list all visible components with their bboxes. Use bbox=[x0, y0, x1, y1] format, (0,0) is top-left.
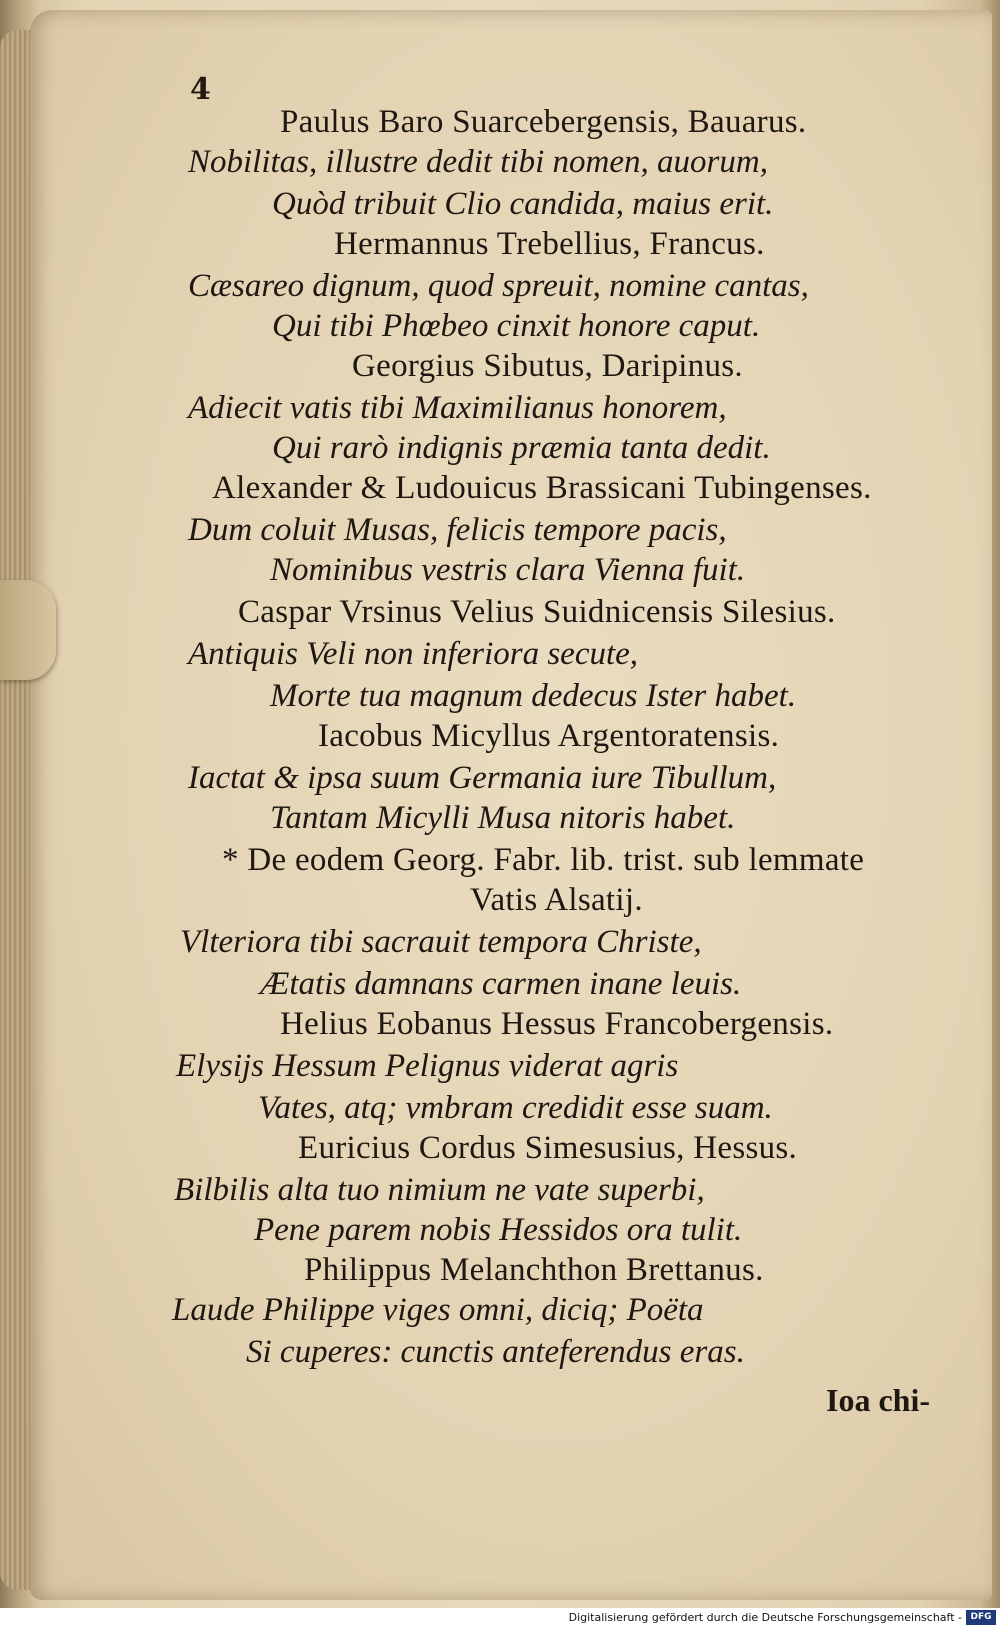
text-line: Caspar Vrsinus Velius Suidnicensis Silesius. bbox=[238, 594, 836, 630]
dfg-logo: DFG bbox=[966, 1610, 996, 1625]
text-line: Nominibus vestris clara Vienna fuit. bbox=[270, 552, 746, 588]
text-line: Antiquis Veli non inferiora secute, bbox=[188, 636, 639, 672]
text-line: Elysijs Hessum Pelignus viderat agris bbox=[176, 1048, 679, 1084]
text-line: Helius Eobanus Hessus Francobergensis. bbox=[280, 1006, 834, 1042]
text-line: Adiecit vatis tibi Maximilianus honorem, bbox=[188, 390, 727, 426]
text-line: Ætatis damnans carmen inane leuis. bbox=[260, 966, 742, 1002]
text-line: Georgius Sibutus, Daripinus. bbox=[352, 348, 743, 384]
text-line: Qui tibi Phœbeo cinxit honore caput. bbox=[272, 308, 761, 344]
text-line: Alexander & Ludouicus Brassicani Tubingenses. bbox=[212, 470, 872, 506]
page-number: 4 bbox=[190, 72, 211, 107]
text-line: Pene parem nobis Hessidos ora tulit. bbox=[254, 1212, 743, 1248]
text-line: Vates, atq; vmbram credidit esse suam. bbox=[258, 1090, 773, 1126]
digitization-footer bbox=[0, 1608, 1000, 1630]
catchword: Ioa chi- bbox=[826, 1382, 930, 1418]
footer-credit: Digitalisierung gefördert durch die Deutsche Forschungsgemeinschaft - bbox=[568, 1611, 962, 1624]
text-line: Paulus Baro Suarcebergensis, Bauarus. bbox=[280, 104, 807, 140]
text-line: Qui rarò indignis præmia tanta dedit. bbox=[272, 430, 771, 466]
text-line: Si cuperes: cunctis anteferendus eras. bbox=[246, 1334, 745, 1370]
text-line: Morte tua magnum dedecus Ister habet. bbox=[270, 678, 797, 714]
text-line: * De eodem Georg. Fabr. lib. trist. sub lemmate bbox=[222, 842, 865, 878]
text-line: Philippus Melanchthon Brettanus. bbox=[304, 1252, 764, 1288]
text-line: Dum coluit Musas, felicis tempore pacis, bbox=[188, 512, 727, 548]
text-line: Vatis Alsatij. bbox=[470, 882, 643, 918]
text-line: Iacobus Micyllus Argentoratensis. bbox=[318, 718, 780, 754]
text-line: Iactat & ipsa suum Germania iure Tibullum, bbox=[188, 760, 777, 796]
text-line: Bilbilis alta tuo nimium ne vate superbi, bbox=[174, 1172, 705, 1208]
text-line: Laude Philippe viges omni, diciq; Poëta bbox=[172, 1292, 704, 1328]
text-line: Quòd tribuit Clio candida, maius erit. bbox=[272, 186, 774, 222]
text-line: Vlteriora tibi sacrauit tempora Christe, bbox=[180, 924, 702, 960]
text-line: Nobilitas, illustre dedit tibi nomen, auorum, bbox=[188, 144, 768, 180]
page-tab bbox=[0, 580, 56, 680]
text-line: Cæsareo dignum, quod spreuit, nomine cantas, bbox=[188, 268, 809, 304]
text-line: Euricius Cordus Simesusius, Hessus. bbox=[298, 1130, 798, 1166]
text-line: Tantam Micylli Musa nitoris habet. bbox=[270, 800, 736, 836]
text-line: Hermannus Trebellius, Francus. bbox=[334, 226, 765, 262]
